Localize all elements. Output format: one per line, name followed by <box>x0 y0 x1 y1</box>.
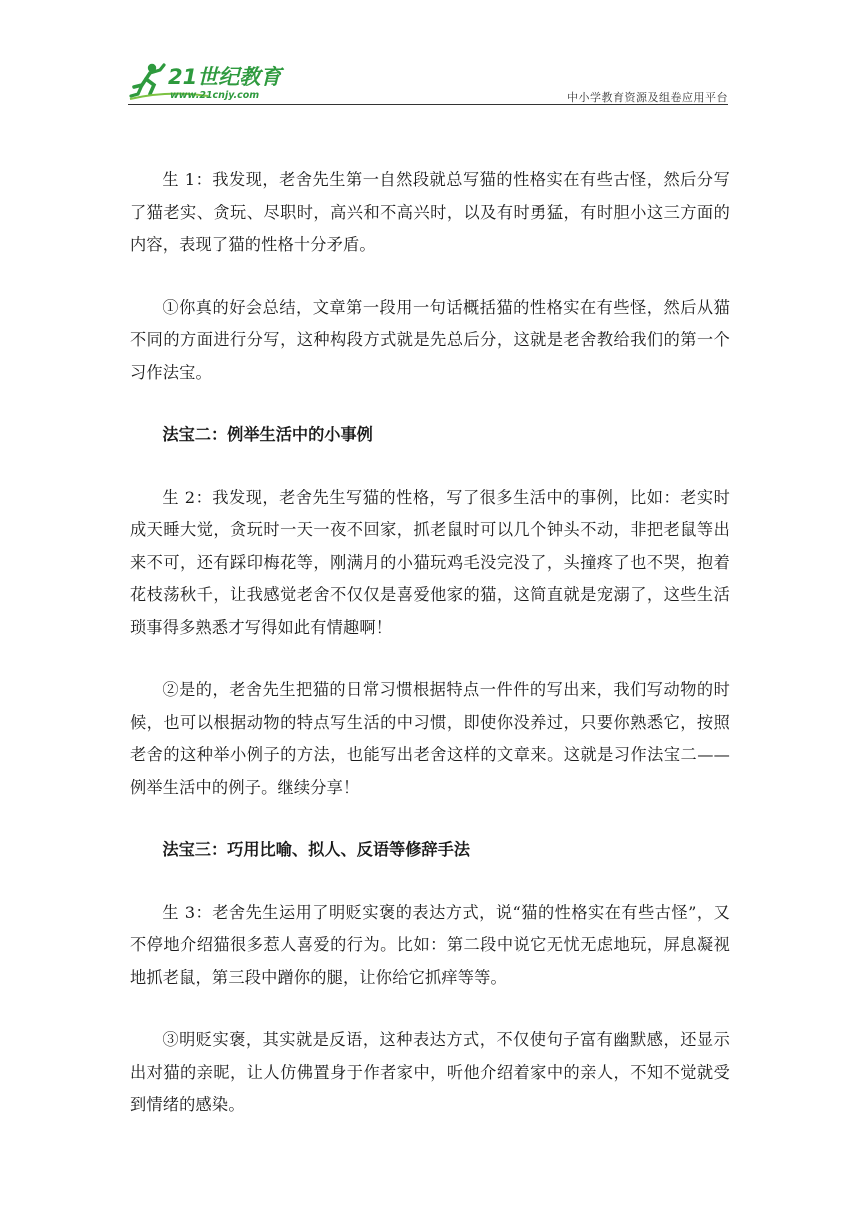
paragraph-student-1: 生 1：我发现，老舍先生第一自然段就总写猫的性格实在有些古怪，然后分写了猫老实、贪玩、尽职时，高兴和不高兴时，以及有时勇猛，有时胆小这三方面的内容，表现了猫的性格十分矛盾。 <box>130 170 730 254</box>
section-heading-2: 法宝二：例举生活中的小事例 <box>162 425 373 444</box>
paragraph-student-2: 生 2：我发现，老舍先生写猫的性格，写了很多生活中的事例，比如：老实时成天睡大觉，贪玩时一天一夜不回家，抓老鼠时可以几个钟头不动，非把老鼠等出来不可，还有踩印梅花等，刚满月的小猫玩鸡毛没完没了，头撞疼了也不哭，抱着花枝荡秋千，让我感觉老舍不仅仅是喜爱他家的猫，这简直就是宠溺了，这些生活琐事得多熟悉才写得如此有情趣啊！ <box>130 487 730 637</box>
logo <box>128 58 298 104</box>
logo-url: www.21cnjy.com <box>170 90 260 101</box>
header-divider <box>128 104 728 105</box>
platform-title: 中小学教育资源及组卷应用平台 <box>567 91 728 104</box>
paragraph-student-3: 生 3：老舍先生运用了明贬实褒的表达方式，说“猫的性格实在有些古怪”，又不停地介绍猫很多惹人喜爱的行为。比如：第二段中说它无忧无虑地玩，屏息凝视地抓老鼠，第三段中蹭你的腿，让你给它抓痒等等。 <box>130 902 730 987</box>
running-figure-logo-icon <box>128 58 298 104</box>
paragraph-teacher-1: ①你真的好会总结，文章第一段用一句话概括猫的性格实在有些怪，然后从猫不同的方面进行分写，这种构段方式就是先总后分，这就是老舍教给我们的第一个习作法宝。 <box>130 297 730 382</box>
paragraph-teacher-3: ③明贬实褒，其实就是反语，这种表达方式，不仅使句子富有幽默感，还显示出对猫的亲昵，让人仿佛置身于作者家中，听他介绍着家中的亲人，不知不觉就受到情绪的感染。 <box>130 1030 730 1114</box>
document-body <box>130 164 730 1152</box>
logo-text: 21世纪教育 <box>168 65 282 89</box>
paragraph-teacher-2: ②是的，老舍先生把猫的日常习惯根据特点一件件的写出来，我们写动物的时候，也可以根据动物的特点写生活的中习惯，即使你没养过，只要你熟悉它，按照老舍的这种举小例子的方法，也能写出老舍这样的文章来。这就是习作法宝二——例举生活中的例子。继续分享！ <box>130 680 730 797</box>
page-header <box>128 58 728 104</box>
section-heading-3: 法宝三：巧用比喻、拟人、反语等修辞手法 <box>162 840 470 859</box>
